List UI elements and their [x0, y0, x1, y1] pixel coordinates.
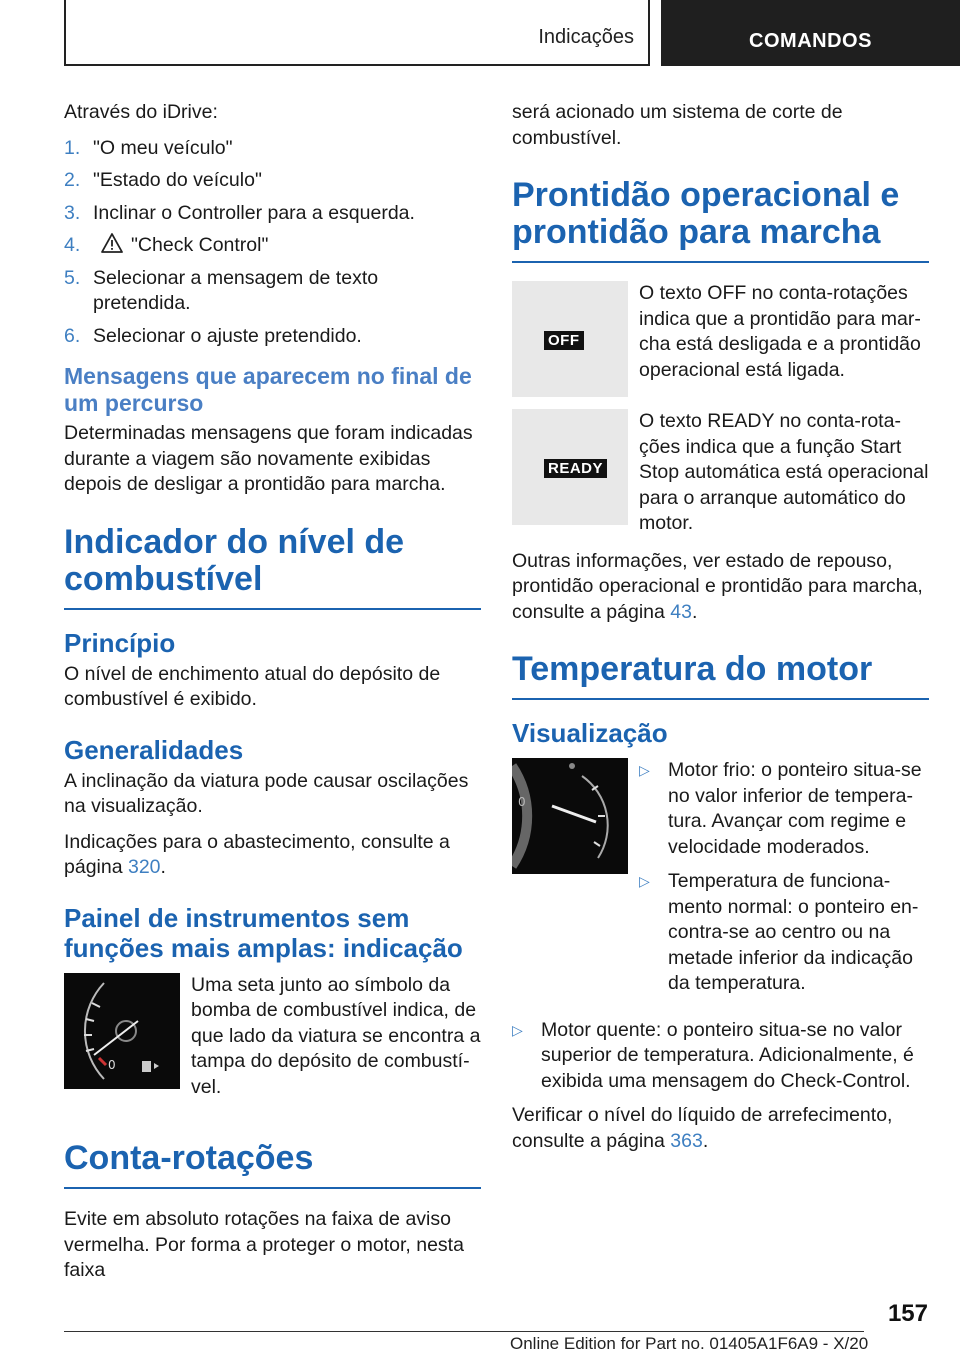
more-text: Outras informações, ver estado de repouso, prontidão operacional e prontidão para marcha, consulte a página: [512, 549, 923, 623]
off-display-image: [512, 281, 628, 397]
bullet-item: [512, 1018, 929, 1095]
step-number: 3.: [64, 201, 81, 224]
step-number: 2.: [64, 169, 81, 191]
step-text: Inclinar o Controller para a esquerda.: [93, 201, 415, 224]
step-text: "Estado do veículo": [93, 169, 262, 191]
step-item: [64, 168, 481, 194]
bullet-item: [639, 869, 929, 997]
bullet-triangle-icon: ▷: [639, 873, 650, 889]
step-text: "O meu veículo": [93, 136, 233, 159]
step-text: Selecionar o ajuste pretendido.: [93, 324, 362, 347]
ref-end: .: [160, 856, 166, 878]
bullet-text: Motor frio: o ponteiro situa-se no valor inferior de temperatura. Avançar com regime e velocidade moderados.: [668, 759, 922, 858]
svg-text:0: 0: [518, 795, 526, 809]
general-heading: Generalidades: [64, 734, 244, 765]
fuel-gauge-row: [64, 973, 481, 1101]
coolant-check-text: [512, 1103, 929, 1154]
right-column: [512, 100, 929, 1164]
section-title: Indicações: [538, 26, 634, 48]
step-item: [64, 201, 481, 227]
bullet-item: [639, 758, 929, 860]
page-link-320[interactable]: 320: [127, 856, 161, 878]
step-text: Selecionar a mensagem de texto pretendida.: [93, 266, 379, 314]
idrive-steps: [64, 136, 481, 350]
messages-heading: Mensagens que aparecem no final de um percurso: [64, 363, 472, 416]
more-end: .: [692, 600, 698, 623]
temp-inner-bullets: [639, 758, 929, 1006]
chapter-title: COMANDOS: [661, 0, 960, 66]
page-link-43[interactable]: 43: [670, 600, 692, 623]
step-text: "Check Control": [131, 234, 269, 256]
step-number: 5.: [64, 266, 81, 289]
temp-gauge-image: [512, 758, 628, 874]
bullet-triangle-icon: ▷: [639, 762, 650, 778]
bullet-triangle-icon: ▷: [512, 1021, 523, 1038]
panel-text: Uma seta junto ao símbolo da bomba de combustível indica, de que lado da viatura se encontra a tampa do depósito de combustível.: [191, 973, 481, 1098]
ready-text: O texto READY no conta-rotações indica que a função Start Stop automática está operacional para o arranque automático do motor.: [639, 410, 929, 534]
warning-triangle-icon: [101, 233, 123, 253]
ready-display-image: [512, 409, 628, 525]
off-badge: OFF: [544, 331, 584, 350]
bullet-text: Motor quente: o ponteiro situa-se no valor superior de temperatura. Adicionalmente, é exibida uma mensagem do Check-Control.: [541, 1018, 914, 1092]
principle-heading: Princípio: [64, 627, 176, 658]
general-text: A inclinação da viatura pode causar oscilações na visualização.: [64, 769, 469, 817]
edition-note: Online Edition for Part no. 01405A1F6A9 - X/20: [510, 1334, 869, 1353]
page-link-363[interactable]: 363: [670, 1129, 703, 1152]
principle-text: O nível de enchimento atual do depósito de combustível é exibido.: [64, 662, 441, 710]
rev-counter-heading: Conta-rotações: [64, 1140, 481, 1189]
left-column: [64, 100, 481, 1294]
fuel-cutoff-text: será acionado um sistema de corte de combustível.: [512, 101, 843, 149]
step-item: [64, 324, 481, 350]
step-item: [64, 266, 481, 317]
panel-heading: Painel de instrumentos sem funções mais amplas: indicação: [64, 902, 463, 963]
step-number: 4.: [64, 234, 81, 256]
idrive-intro: Através do iDrive:: [64, 101, 218, 123]
ref-text: Indicações para o abastecimento, consulte a página: [64, 830, 450, 878]
temp-outer-bullets: [512, 1018, 929, 1095]
step-number: 6.: [64, 324, 81, 347]
off-text: O texto OFF no conta-rotações indica que a prontidão para marcha está desligada e a prontidão operacional está ligada.: [639, 282, 921, 381]
bullet-text: Temperatura de funcionamento normal: o ponteiro encontra-se ao centro ou na metade inferior da indicação da temperatura.: [668, 870, 919, 994]
messages-text: Determinadas mensagens que foram indicadas durante a viagem são novamente exibidas depois de desligar a prontidão para marcha.: [64, 422, 473, 495]
display-heading: Visualização: [512, 718, 668, 748]
fuel-level-heading: Indicador do nível de combustível: [64, 524, 481, 610]
engine-temp-heading: Temperatura do motor: [512, 651, 929, 700]
svg-text:0: 0: [108, 1057, 116, 1072]
more-info-text: [512, 549, 929, 626]
fuel-gauge-image: [64, 973, 180, 1089]
rev-counter-text: Evite em absoluto rotações na faixa de aviso vermelha. Por forma a proteger o motor, nesta faixa: [64, 1208, 464, 1281]
temp-gauge-row: [512, 758, 929, 1006]
ready-badge: READY: [544, 459, 607, 478]
check-text: Verificar o nível do líquido de arrefecimento, consulte a página: [512, 1104, 893, 1152]
step-item: [64, 136, 481, 162]
step-number: 1.: [64, 136, 81, 159]
step-item: [64, 233, 481, 259]
check-end: .: [702, 1129, 709, 1152]
page-number: 157: [887, 1300, 928, 1327]
ready-row: [512, 409, 929, 537]
readiness-heading: Prontidão operacional e prontidão para marcha: [512, 177, 929, 263]
off-row: [512, 281, 929, 397]
footer-divider: [64, 1331, 864, 1332]
refuel-reference: [64, 830, 481, 881]
